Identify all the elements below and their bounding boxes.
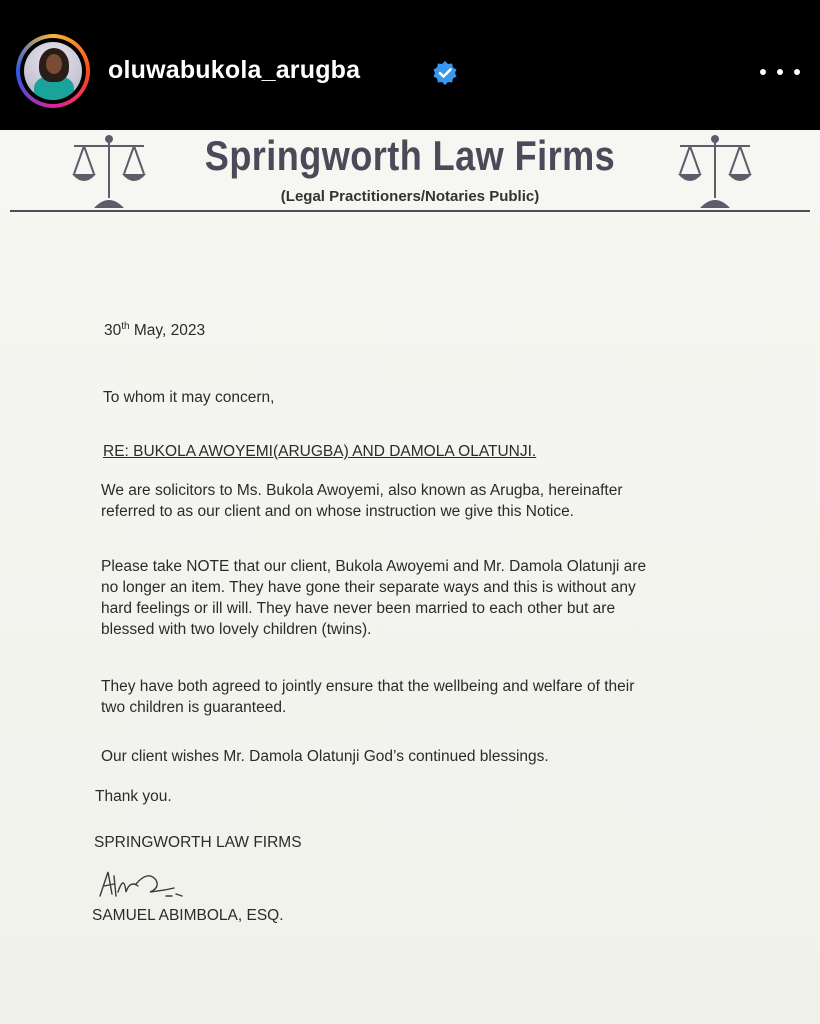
letter-signatory: SAMUEL ABIMBOLA, ESQ. — [92, 907, 284, 924]
username-link[interactable]: oluwabukola_arugba — [108, 56, 361, 84]
letterhead-firm-name: Springworth Law Firms — [204, 132, 616, 179]
paragraph-line: referred to as our client and on whose instruction we give this Notice. — [101, 503, 574, 520]
more-dot-icon — [794, 69, 800, 75]
post-header — [0, 0, 820, 130]
letter-paragraph — [101, 480, 741, 522]
date-month-year: May, 2023 — [129, 322, 206, 340]
paragraph-line: hard feelings or ill will. They have never been married to each other but are — [101, 600, 616, 617]
letterhead-subtitle: (Legal Practitioners/Notaries Public) — [280, 188, 540, 205]
more-dot-icon — [760, 69, 766, 75]
paragraph-line: Our client wishes Mr. Damola Olatunji God’s continued blessings. — [101, 748, 549, 765]
letter-firm-signoff: SPRINGWORTH LAW FIRMS — [94, 834, 302, 851]
letter-date — [104, 316, 205, 341]
profile-avatar[interactable] — [16, 34, 90, 108]
letterhead-divider — [10, 210, 810, 212]
avatar-face-shape — [46, 54, 62, 74]
paragraph-line: Please take NOTE that our client, Bukola Awoyemi and Mr. Damola Olatunji are — [101, 558, 647, 575]
date-suffix: th — [121, 321, 130, 332]
more-options-button[interactable] — [760, 62, 800, 82]
paragraph-line: blessed with two lovely children (twins). — [101, 621, 372, 638]
letter-paragraph — [101, 746, 741, 767]
date-day: 30 — [104, 322, 122, 340]
letter-salutation: To whom it may concern, — [103, 389, 275, 406]
letter-subject: RE: BUKOLA AWOYEMI(ARUGBA) AND DAMOLA OLATUNJI. — [103, 443, 537, 460]
avatar-ring-gap — [20, 38, 86, 104]
avatar-photo — [24, 42, 82, 100]
handwritten-signature — [96, 866, 188, 906]
letter-paragraph — [101, 556, 741, 640]
verified-badge-icon — [432, 60, 458, 86]
paragraph-line: no longer an item. They have gone their separate ways and this is without any — [101, 579, 636, 596]
letter-paragraph — [101, 676, 741, 718]
letter-closing: Thank you. — [95, 788, 172, 805]
paragraph-line: We are solicitors to Ms. Bukola Awoyemi, also known as Arugba, hereinafter — [101, 482, 623, 499]
paragraph-line: two children is guaranteed. — [101, 699, 287, 716]
paragraph-line: They have both agreed to jointly ensure that the wellbeing and welfare of their — [101, 678, 635, 695]
more-dot-icon — [777, 69, 783, 75]
letter-document — [0, 130, 820, 1024]
